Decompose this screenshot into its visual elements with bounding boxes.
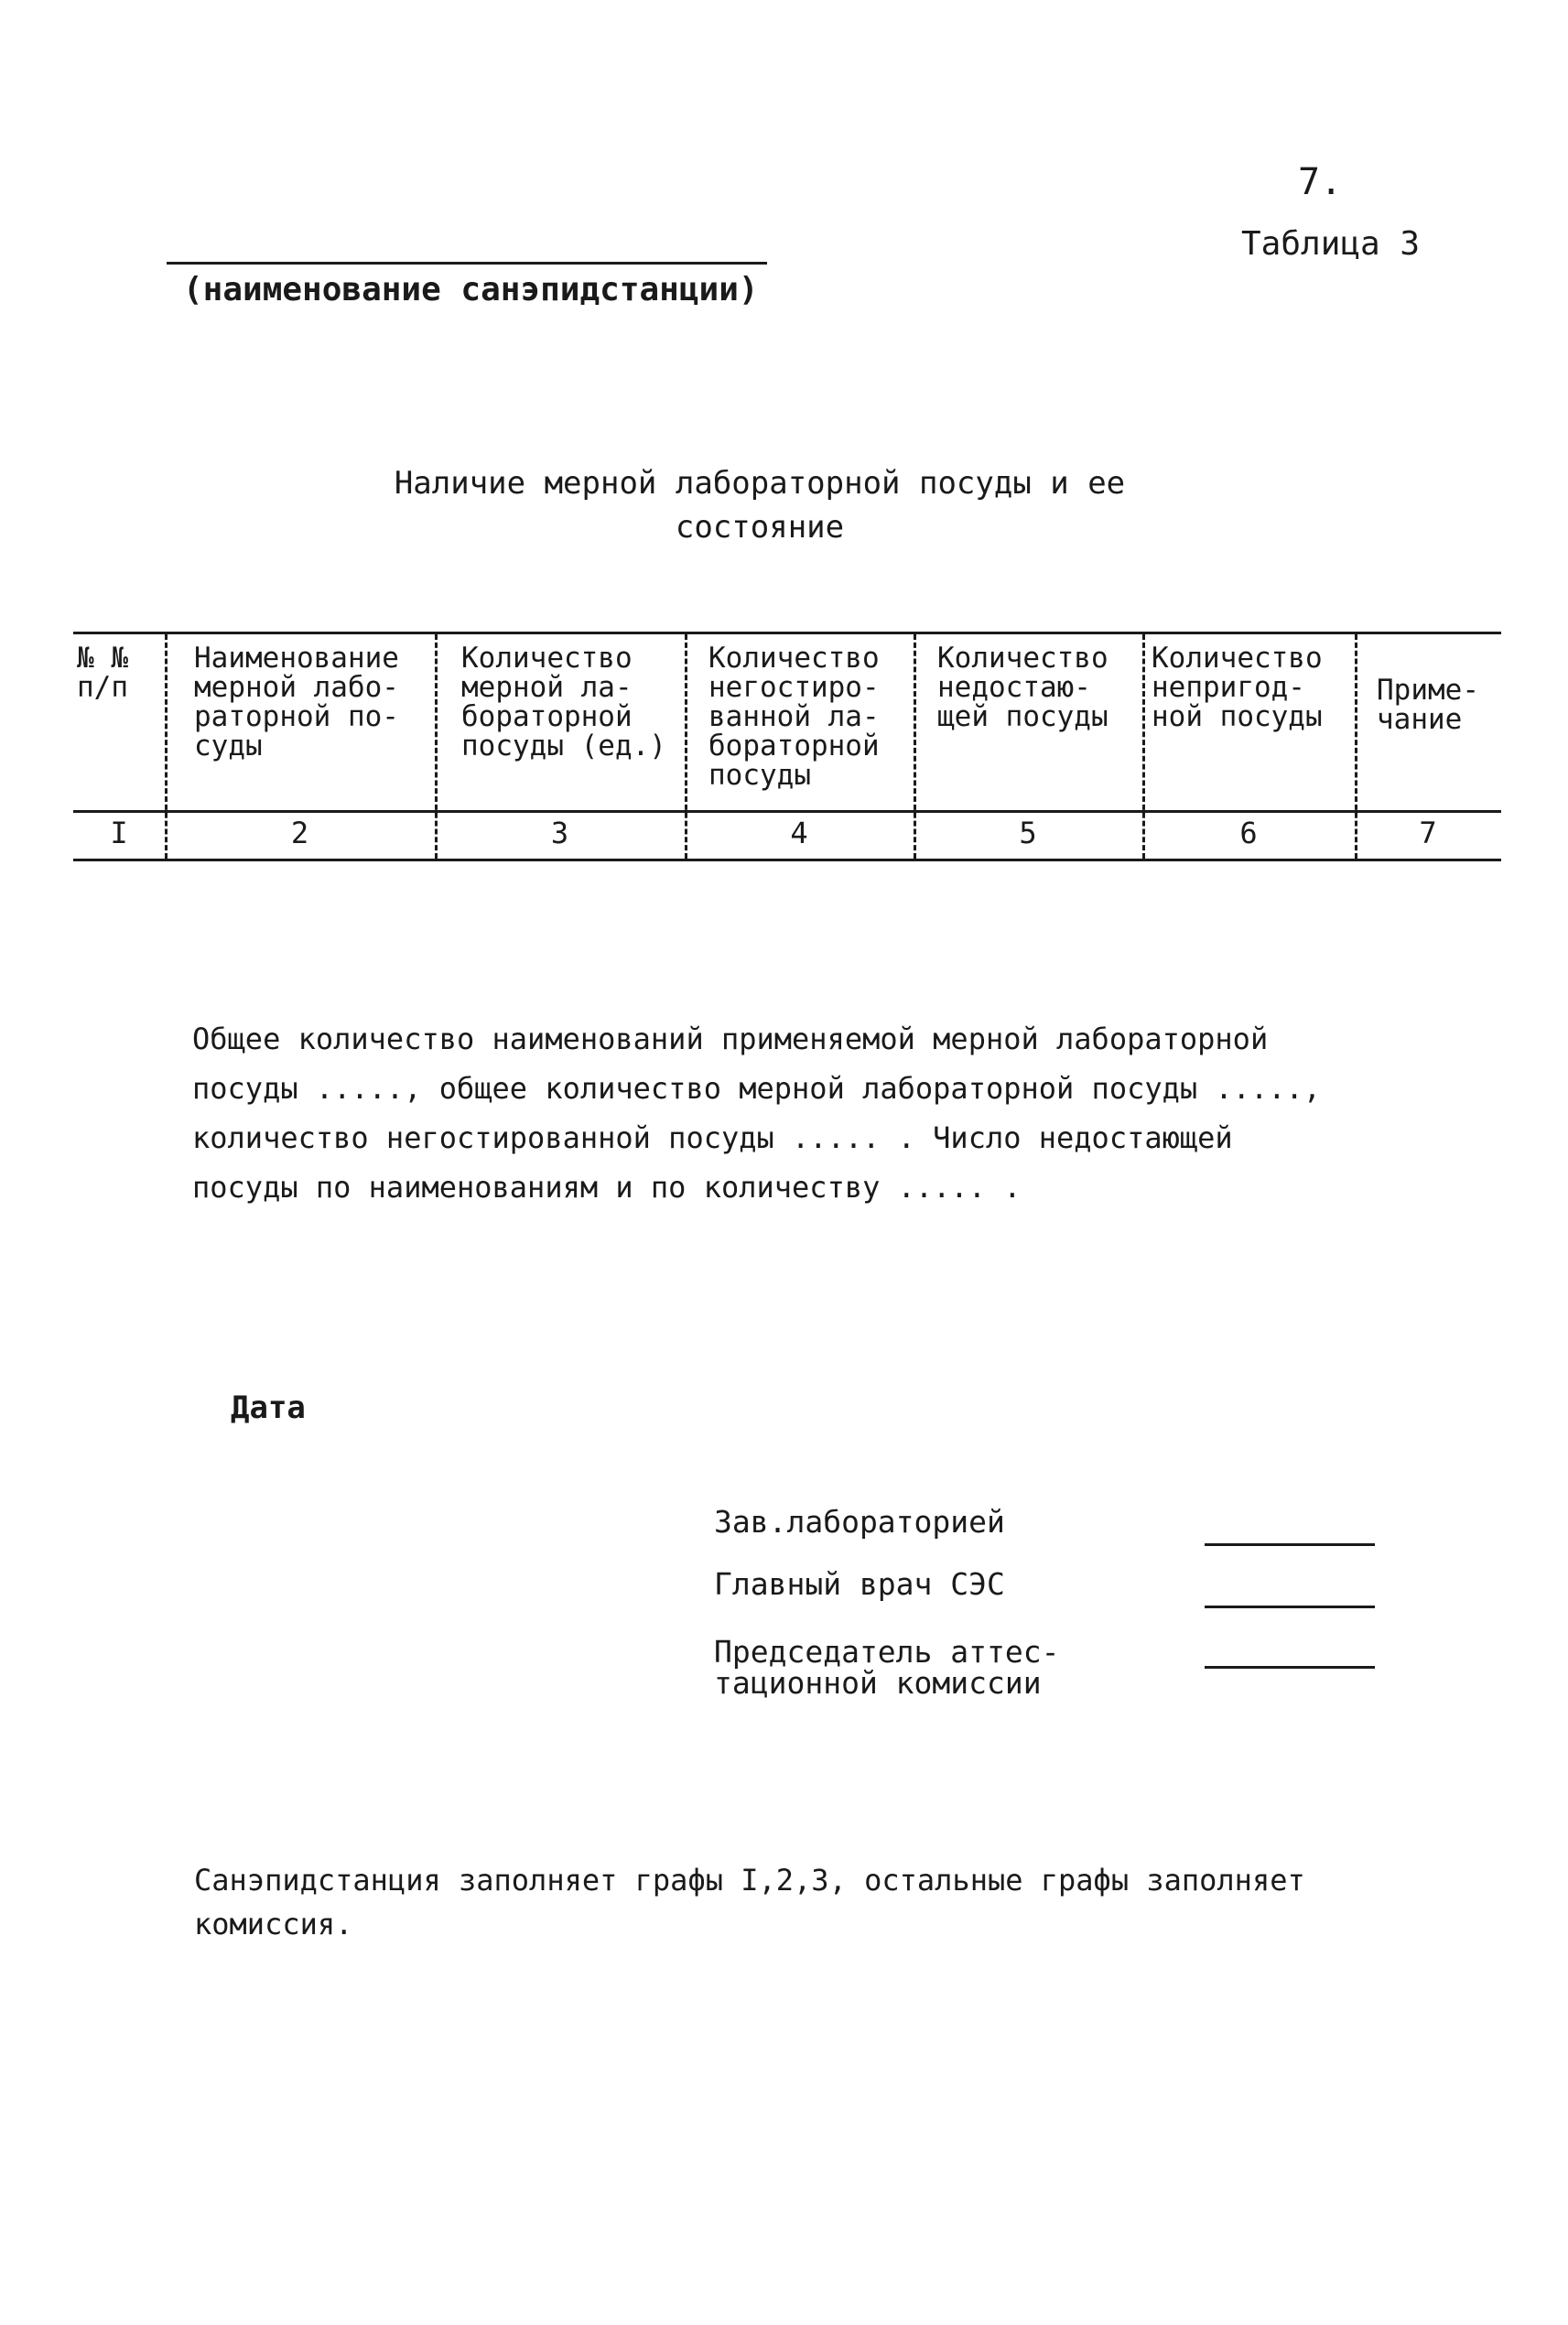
summary-paragraph (192, 1014, 1437, 1212)
summary-line-2: посуды ....., общее количество мерной лабораторной посуды ....., (192, 1071, 1321, 1106)
footer-line-2: комиссия. (194, 1907, 353, 1941)
header-glassware-quantity: Количество мерной ла- бораторной посуды (ед.) (461, 642, 666, 762)
header-nonstandard-quantity: Количество негостиро- ванной ла- бораторной посуды (708, 642, 880, 792)
signature-chairman-line-1: Председатель аттес- (714, 1634, 1060, 1670)
summary-line-4: посуды по наименованиям и по количеству ..... . (192, 1170, 1022, 1205)
header-glassware-name: Наименование мерной лабо- раторной по- суды (194, 642, 399, 762)
column-number-5: 5 (1019, 816, 1037, 850)
footer-line-1: Санэпидстанция заполняет графы I,2,3, остальные графы заполняет (194, 1863, 1305, 1898)
table-label: Таблица 3 (1241, 225, 1421, 263)
column-number-3: 3 (550, 816, 569, 850)
signature-chairman-line-2: тационной комиссии (714, 1665, 1042, 1701)
signature-chief-doctor-label: Главный врач СЭС (714, 1566, 1005, 1602)
document-title (348, 461, 1172, 549)
column-number-1: I (110, 816, 128, 850)
date-label: Дата (231, 1390, 306, 1426)
column-number-6: 6 (1239, 816, 1258, 850)
signature-chairman-label (714, 1634, 1060, 1701)
title-line-1: Наличие мерной лабораторной посуды и ее (394, 465, 1126, 502)
glassware-table (73, 632, 1501, 861)
summary-line-1: Общее количество наименований применяемой мерной лабораторной (192, 1022, 1269, 1056)
column-number-7: 7 (1419, 816, 1437, 850)
signature-chief-doctor-line[interactable] (1205, 1606, 1375, 1608)
summary-line-3: количество негостированной посуды ..... . Число недостающей (192, 1120, 1233, 1155)
signature-lab-head-label: Зав.лабораторией (714, 1504, 1005, 1540)
signature-lab-head-line[interactable] (1205, 1543, 1375, 1546)
org-name-blank-line[interactable] (167, 262, 767, 265)
table-header-separator (73, 810, 1501, 813)
footer-note (194, 1858, 1439, 1946)
signature-chairman-line[interactable] (1205, 1666, 1375, 1669)
title-line-2: состояние (675, 509, 845, 546)
header-row-number: № № п/п (77, 642, 128, 704)
header-unfit-quantity: Количество непригод- ной посуды (1152, 642, 1323, 733)
column-number-2: 2 (290, 816, 309, 850)
page-number: 7. (1298, 161, 1343, 203)
header-notes: Приме- чание (1377, 674, 1479, 736)
column-number-4: 4 (790, 816, 808, 850)
header-missing-quantity: Количество недостаю- щей посуды (937, 642, 1108, 733)
org-name-caption: (наименование санэпидстанции) (183, 271, 759, 308)
